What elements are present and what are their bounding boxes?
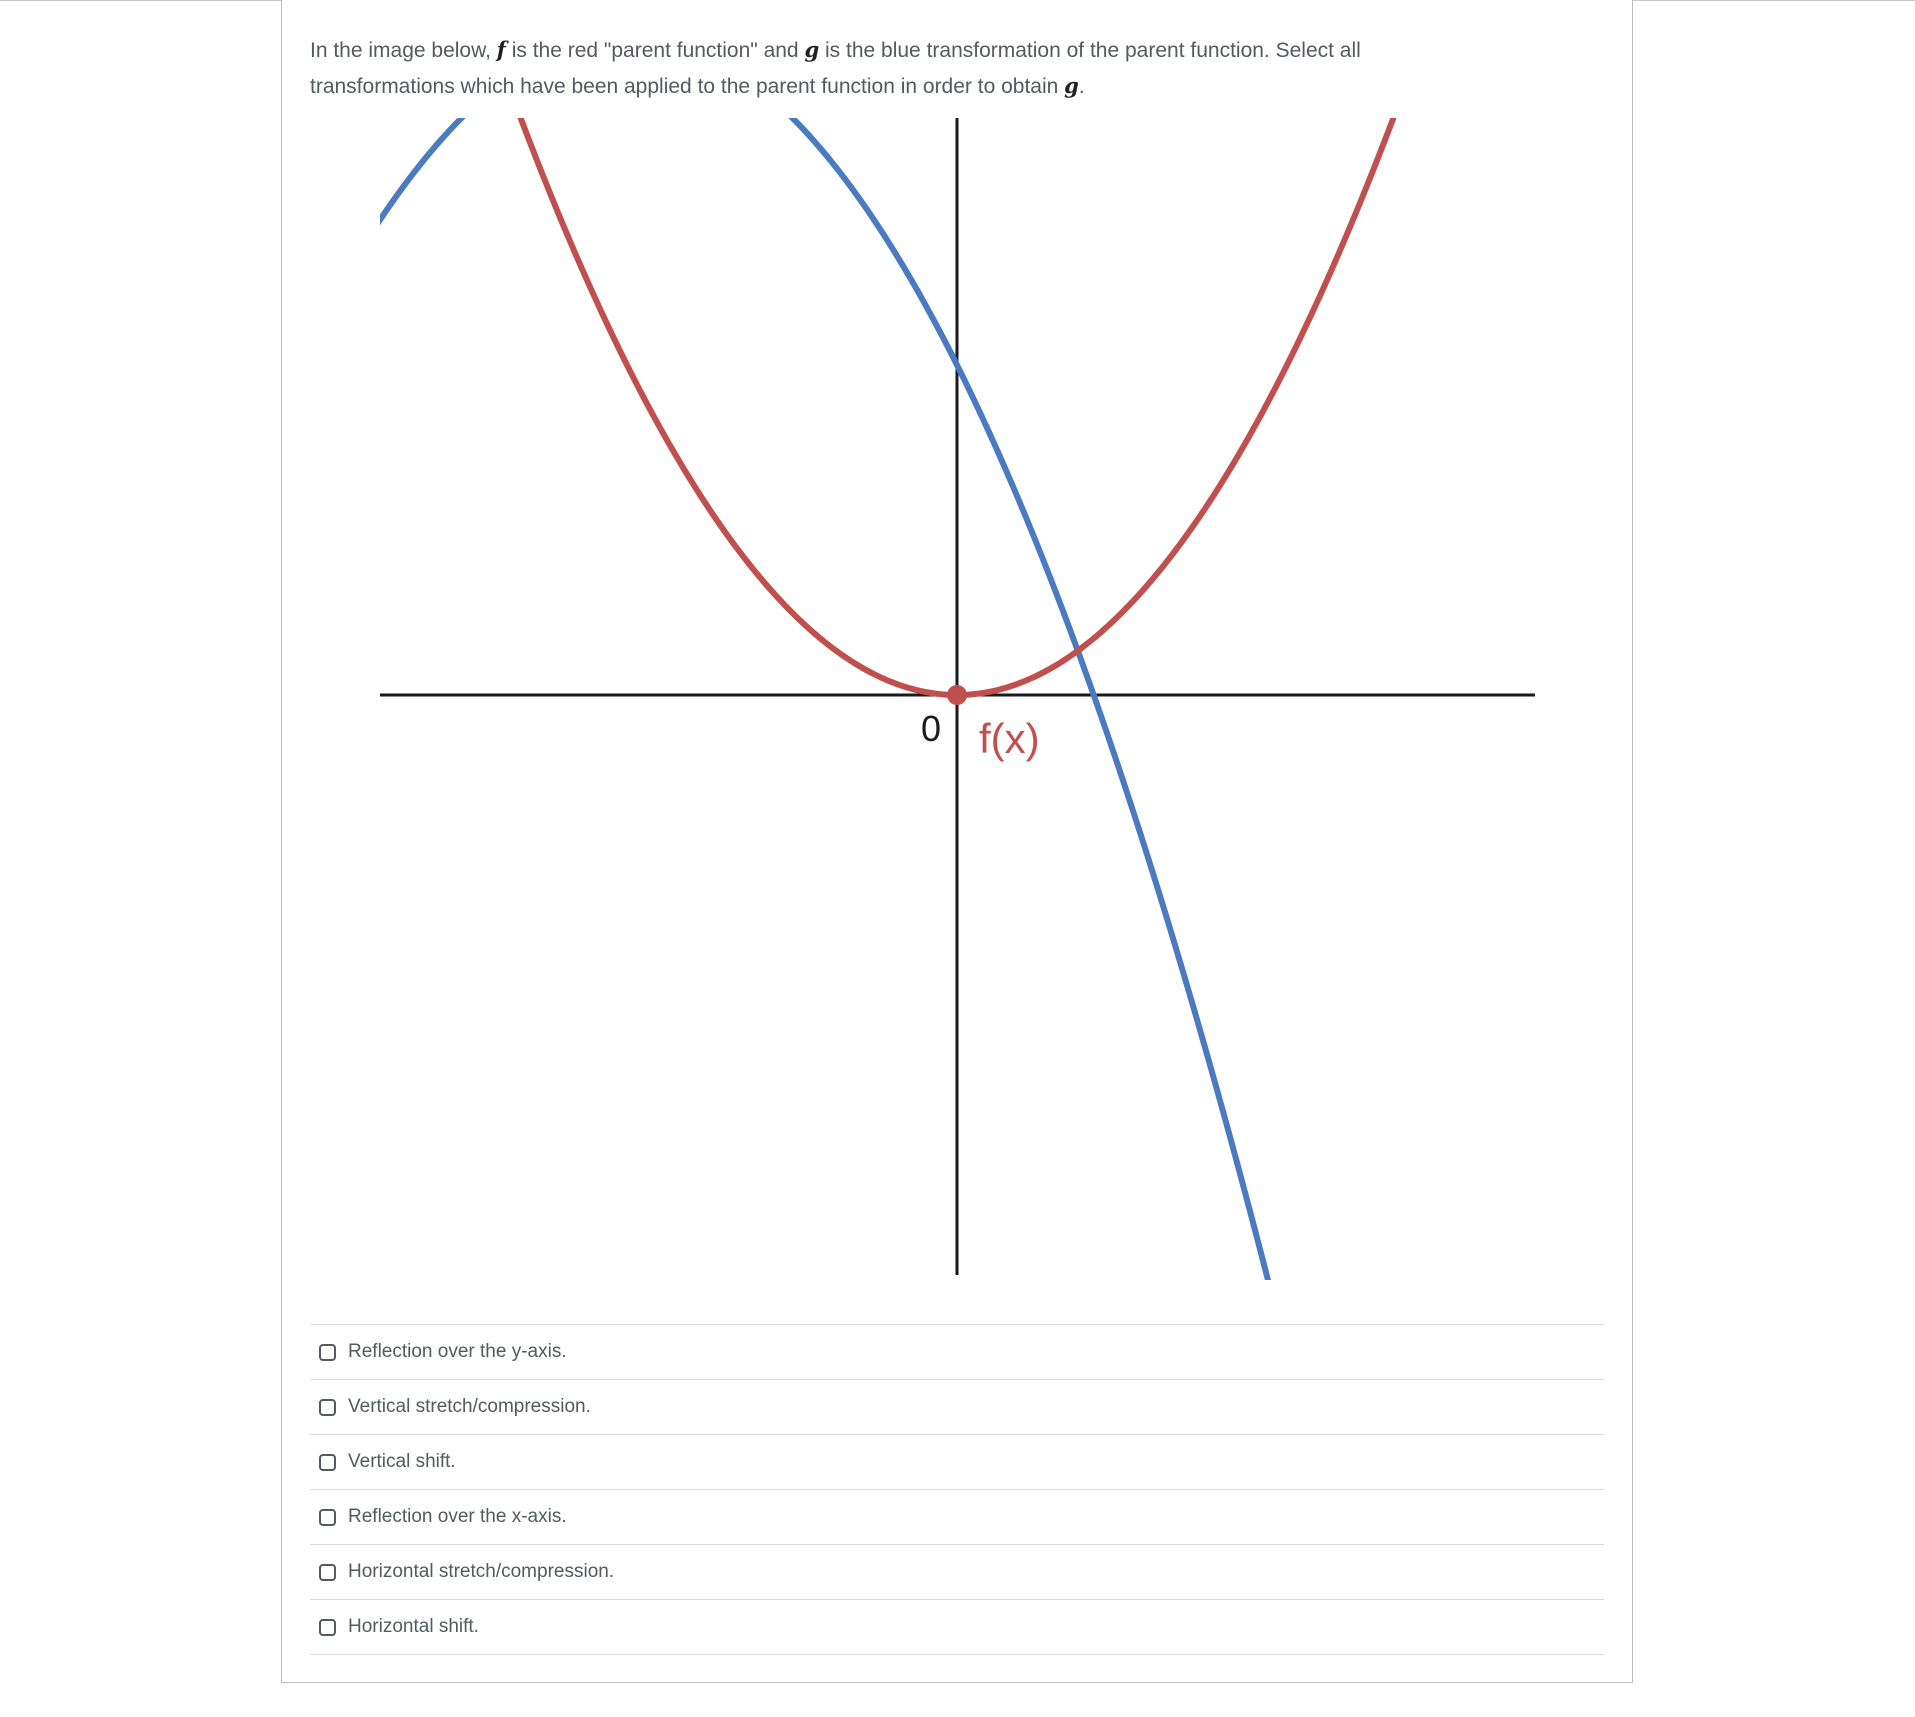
question-text: In the image below, [310, 39, 491, 62]
option-label: Horizontal shift. [348, 1616, 479, 1637]
answer-options [310, 1324, 1604, 1655]
g-symbol: g [1064, 73, 1079, 98]
checkbox[interactable] [319, 1344, 336, 1361]
function-graph [370, 110, 1550, 1280]
checkbox[interactable] [319, 1399, 336, 1416]
question-period: . [1078, 75, 1085, 98]
x-tick-label: 0 [920, 708, 942, 749]
option-vertical-shift[interactable] [310, 1435, 1604, 1490]
option-label: Vertical shift. [348, 1451, 456, 1472]
checkbox[interactable] [319, 1509, 336, 1526]
option-reflection-x-axis[interactable] [310, 1490, 1604, 1545]
checkbox[interactable] [319, 1564, 336, 1581]
option-reflection-y-axis[interactable] [310, 1325, 1604, 1380]
f-curve [370, 110, 1550, 695]
option-horizontal-stretch[interactable] [310, 1545, 1604, 1600]
option-label: Vertical stretch/compression. [348, 1396, 591, 1417]
f-vertex-point [947, 685, 967, 705]
option-label: Reflection over the y-axis. [348, 1341, 567, 1362]
option-horizontal-shift[interactable] [310, 1600, 1604, 1655]
question-text: is the red "parent function" and [511, 39, 799, 62]
checkbox[interactable] [319, 1454, 336, 1471]
question-line-2 [310, 68, 1610, 104]
graph-svg [370, 110, 1550, 1280]
option-vertical-stretch[interactable] [310, 1380, 1604, 1435]
f-symbol: f [496, 37, 506, 62]
f-curve-label: f(x) [979, 715, 1040, 762]
checkbox[interactable] [319, 1619, 336, 1636]
question-line-1 [310, 32, 1610, 68]
option-label: Reflection over the x-axis. [348, 1506, 567, 1527]
question-prompt [310, 32, 1610, 104]
option-label: Horizontal stretch/compression. [348, 1561, 615, 1582]
g-symbol: g [804, 37, 820, 62]
question-text: transformations which have been applied to the parent function in order to obtain [310, 75, 1059, 98]
question-text: is the blue transformation of the parent function. Select all [825, 39, 1361, 62]
